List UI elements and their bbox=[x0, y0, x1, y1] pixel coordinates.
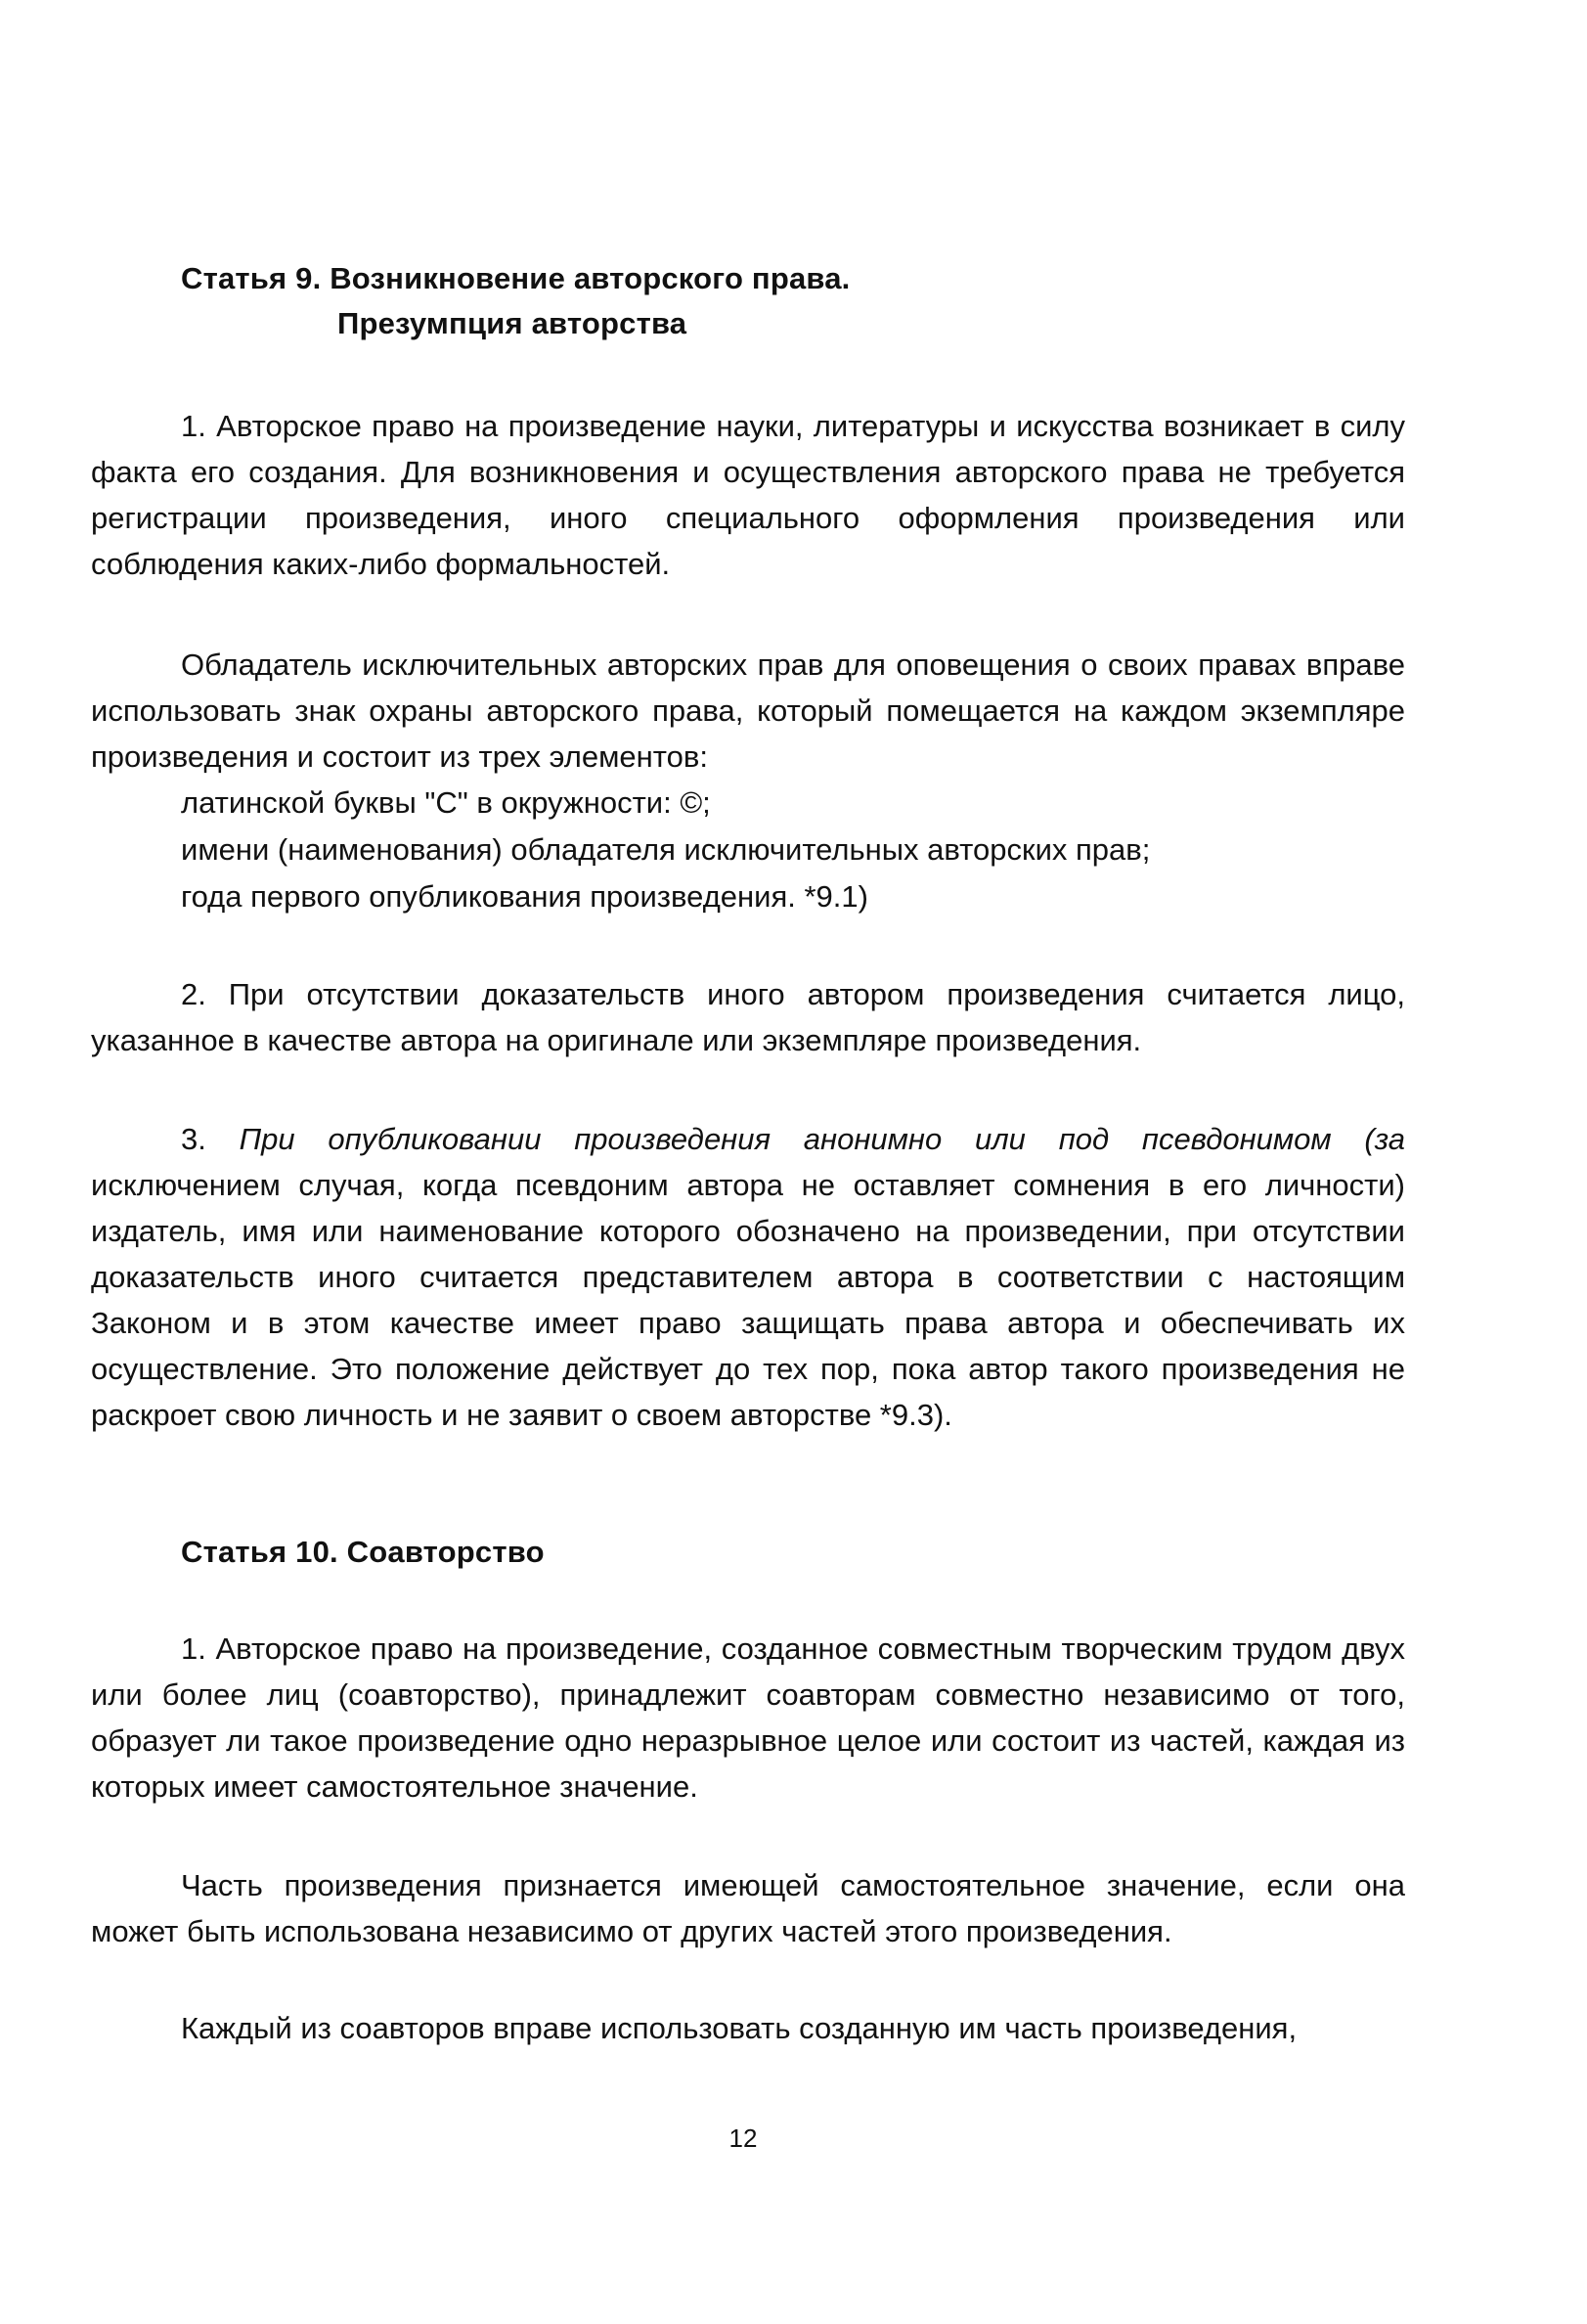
article-9-heading-line1: Статья 9. Возникновение авторского права. bbox=[181, 261, 851, 295]
paragraph-text: исключением случая, когда псевдоним автора не оставляет сомнения в его личности) издатель, имя или наименование которого обозначено на произведении, при отсутствии доказательств иного считается представителем автора в соответствии с настоящим Законом и в этом качестве имеет право защищать права автора и обеспечивать их осуществление. Это положение действует до тех пор, пока автор такого произведения не раскроет свою личность и не заявит о своем авторстве *9.3). bbox=[91, 1168, 1405, 1432]
article-10-paragraph-2: Часть произведения признается имеющей самостоятельное значение, если она может быть использована независимо от других частей этого произведения. bbox=[91, 1868, 1405, 1948]
article-9-heading-line2: Презумпция авторства bbox=[337, 306, 687, 340]
article-10-heading: Статья 10. Соавторство bbox=[181, 1535, 545, 1569]
list-item-1: латинской буквы "С" в окружности: ©; bbox=[181, 785, 711, 820]
list-item-3: года первого опубликования произведения. *9.1) bbox=[181, 879, 868, 914]
article-9-paragraph-2: Обладатель исключительных авторских прав для оповещения о своих правах вправе использовать знак охраны авторского права, который помещается на каждом экземпляре произведения и состоит из трех элементов: bbox=[91, 648, 1405, 774]
article-9-heading bbox=[181, 256, 851, 346]
article-9-paragraph-3: 2. При отсутствии доказательств иного автором произведения считается лицо, указанное в качестве автора на оригинале или экземпляре произведения. bbox=[91, 977, 1405, 1057]
article-10-paragraph-1: 1. Авторское право на произведение, созданное совместным творческим трудом двух или более лиц (соавторство), принадлежит соавторам совместно независимо от того, образует ли такое произведение одно неразрывное целое или состоит из частей, каждая из которых имеет самостоятельное значение. bbox=[91, 1631, 1405, 1804]
article-9-paragraph-4 bbox=[91, 1116, 1405, 1438]
list-item-2: имени (наименования) обладателя исключительных авторских прав; bbox=[181, 832, 1151, 867]
italic-text: При опубликовании произведения анонимно или под псевдонимом (за bbox=[239, 1122, 1406, 1156]
article-10-paragraph-3: Каждый из соавторов вправе использовать созданную им часть произведения, bbox=[181, 2011, 1298, 2045]
page-number: 12 bbox=[728, 2123, 758, 2153]
paragraph-number: 3. bbox=[181, 1122, 240, 1156]
article-9-paragraph-1: 1. Авторское право на произведение науки, литературы и искусства возникает в силу факта его создания. Для возникновения и осуществления авторского права не требуется регистрации произведения, иного специального оформления произведения или соблюдения каких-либо формальностей. bbox=[91, 409, 1405, 581]
